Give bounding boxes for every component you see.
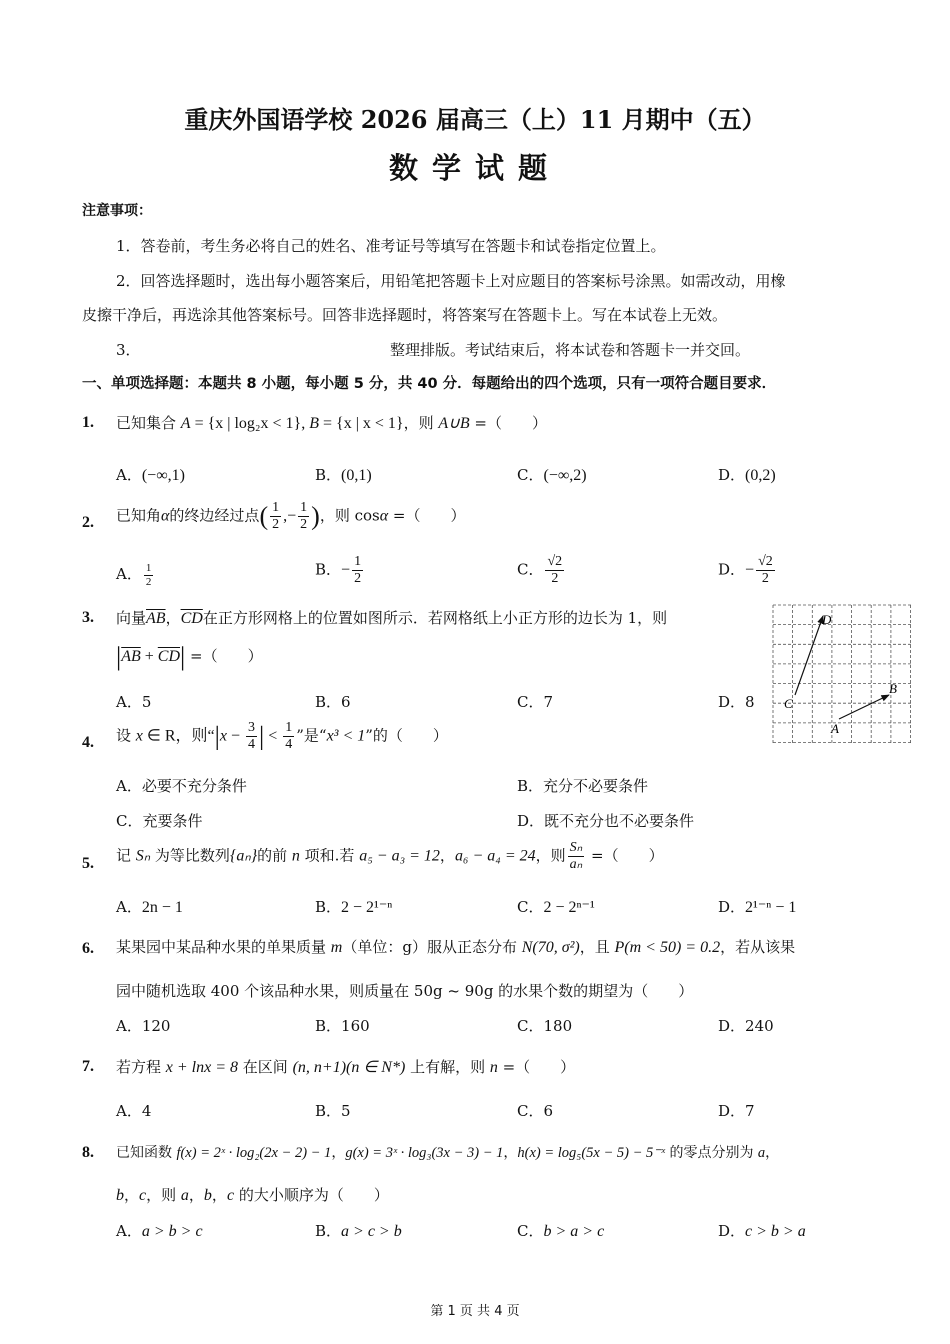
vector-ab bbox=[839, 695, 889, 719]
label-b: B bbox=[889, 681, 897, 696]
vector-cd bbox=[795, 616, 823, 695]
note-item-3: 整理排版。考试结束后，将本试卷和答题卡一并交回。 bbox=[390, 341, 751, 359]
option-a: A．4 bbox=[116, 1102, 152, 1120]
question-text-cont: 园中随机选取 400 个该品种水果，则质量在 50g ~ 90g 的水果个数的期望为（ ） bbox=[116, 982, 694, 1000]
option-c: C．6 bbox=[517, 1102, 554, 1120]
question-text: 设 x ∈ R，则“|x − $\frac{3}{4}$ | < $\frac{1}{4}$ ”是“x³ < 1”的（ ） bbox=[116, 720, 448, 753]
option-b: B．5 bbox=[315, 1102, 351, 1120]
exam-title: 重庆外国语学校 2026 届高三（上）11 月期中（五） bbox=[184, 105, 766, 134]
option-b: B．充分不必要条件 bbox=[517, 777, 649, 795]
option-d: D．2¹⁻ⁿ − 1 bbox=[718, 898, 797, 916]
note-item-2-cont: 皮擦干净后，再选涂其他答案标号。回答非选择题时，将答案写在答题卡上。写在本试卷上无效。 bbox=[82, 306, 728, 324]
exam-subtitle: 数学试题 bbox=[388, 151, 561, 185]
option-c: C．2 − 2ⁿ⁻¹ bbox=[517, 898, 595, 916]
option-d: D．− $\frac{√2}{2}$ bbox=[718, 554, 773, 587]
question-number: 8. bbox=[82, 1144, 94, 1161]
question-text: 若方程 x + lnx = 8 在区间 (n, n+1)(n ∈ N*) 上有解，则 n =（ ） bbox=[116, 1058, 576, 1076]
option-a: A．120 bbox=[116, 1017, 171, 1035]
option-c: C．7 bbox=[517, 693, 554, 711]
option-b: B．(0,1) bbox=[315, 466, 372, 484]
section-heading: 一、单项选择题：本题共 8 小题，每小题 5 分，共 40 分．每题给出的四个选项，只有一项符合题目要求． bbox=[82, 376, 777, 392]
option-c: C．充要条件 bbox=[116, 812, 203, 830]
option-c: C．(−∞,2) bbox=[517, 466, 587, 484]
question-number: 2. bbox=[82, 514, 94, 531]
option-a: A．2n − 1 bbox=[116, 898, 183, 916]
option-d: D．c > b > a bbox=[718, 1222, 806, 1240]
grid-lines bbox=[773, 605, 911, 743]
option-d: D．8 bbox=[718, 693, 755, 711]
option-a: A．5 bbox=[116, 693, 152, 711]
label-c: C bbox=[784, 696, 793, 711]
option-b: B．− $\frac{1}{2}$ bbox=[315, 554, 362, 587]
question-text-cont: b，c，则 a，b，c 的大小顺序为（ ） bbox=[116, 1186, 389, 1204]
option-b: B．a > c > b bbox=[315, 1222, 402, 1240]
question-number: 7. bbox=[82, 1058, 94, 1075]
question-text: 已知集合 A = {x | log₂x < 1}, B = {x | x < 1}，则 A∪B =（ ） bbox=[116, 414, 547, 432]
option-a: A．a > b > c bbox=[116, 1222, 203, 1240]
note-item-2: 2．回答选择题时，选出每小题答案后，用铅笔把答题卡上对应题目的答案标号涂黑。如需改动，用橡 bbox=[116, 272, 786, 290]
question-text-cont: $|\overline{AB} + \overline{CD}|$ =（ ） bbox=[116, 642, 263, 671]
question-number: 6. bbox=[82, 940, 94, 957]
question-text: 向量$\overline{AB}$，$\overline{CD}$在正方形网格上的位置如图所示．若网格纸上小正方形的边长为 1，则 bbox=[116, 609, 668, 627]
option-c: C． $\frac{√2}{2}$ bbox=[517, 554, 563, 587]
option-b: B．160 bbox=[315, 1017, 370, 1035]
question-number: 5. bbox=[82, 855, 94, 872]
option-d: D．240 bbox=[718, 1017, 774, 1035]
notes-heading: 注意事项： bbox=[82, 203, 152, 219]
question-number: 1. bbox=[82, 414, 94, 431]
option-a: A． $\frac{1}{2}$ bbox=[116, 562, 152, 588]
option-b: B．6 bbox=[315, 693, 351, 711]
label-a: A bbox=[831, 721, 839, 736]
option-c: C．b > a > c bbox=[517, 1222, 605, 1240]
question-text: 已知角α的终边经过点( $\frac{1}{2}$ ,− $\frac{1}{2}$ )，则 cosα =（ ） bbox=[116, 500, 466, 533]
question-text: 已知函数 f(x) = 2ˣ · log₂(2x − 2) − 1，g(x) = 3ˣ · log₃(3x − 3) − 1，h(x) = log₅(5x − 5) − 5⁻ˣ 的零点分别为 a， bbox=[116, 1145, 780, 1161]
option-c: C．180 bbox=[517, 1017, 573, 1035]
option-d: D．(0,2) bbox=[718, 466, 776, 484]
vector-grid-figure bbox=[772, 604, 912, 744]
question-text: 某果园中某品种水果的单果质量 m（单位：g）服从正态分布 N(70, σ²)，且 P(m < 50) = 0.2，若从该果 bbox=[116, 938, 796, 956]
option-a: A．(−∞,1) bbox=[116, 466, 185, 484]
page-footer: 第 1 页 共 4 页 bbox=[430, 1304, 520, 1319]
label-d: D bbox=[822, 612, 832, 627]
note-item-1: 1．答卷前，考生务必将自己的姓名、准考证号等填写在答题卡和试卷指定位置上。 bbox=[116, 237, 666, 255]
question-number: 4. bbox=[82, 734, 94, 751]
note-item-3-num: 3． bbox=[116, 341, 141, 359]
option-a: A．必要不充分条件 bbox=[116, 777, 247, 795]
option-b: B．2 − 2¹⁻ⁿ bbox=[315, 898, 393, 916]
option-d: D．既不充分也不必要条件 bbox=[517, 812, 695, 830]
question-number: 3. bbox=[82, 609, 94, 626]
question-text: 记 Sₙ 为等比数列{aₙ}的前 n 项和.若 a₅ − a₃ = 12，a₆ − a₄ = 24，则 $\frac{\text{Sₙ}}{\text{aₙ}}$ =（ ） bbox=[116, 840, 664, 873]
option-d: D．7 bbox=[718, 1102, 755, 1120]
